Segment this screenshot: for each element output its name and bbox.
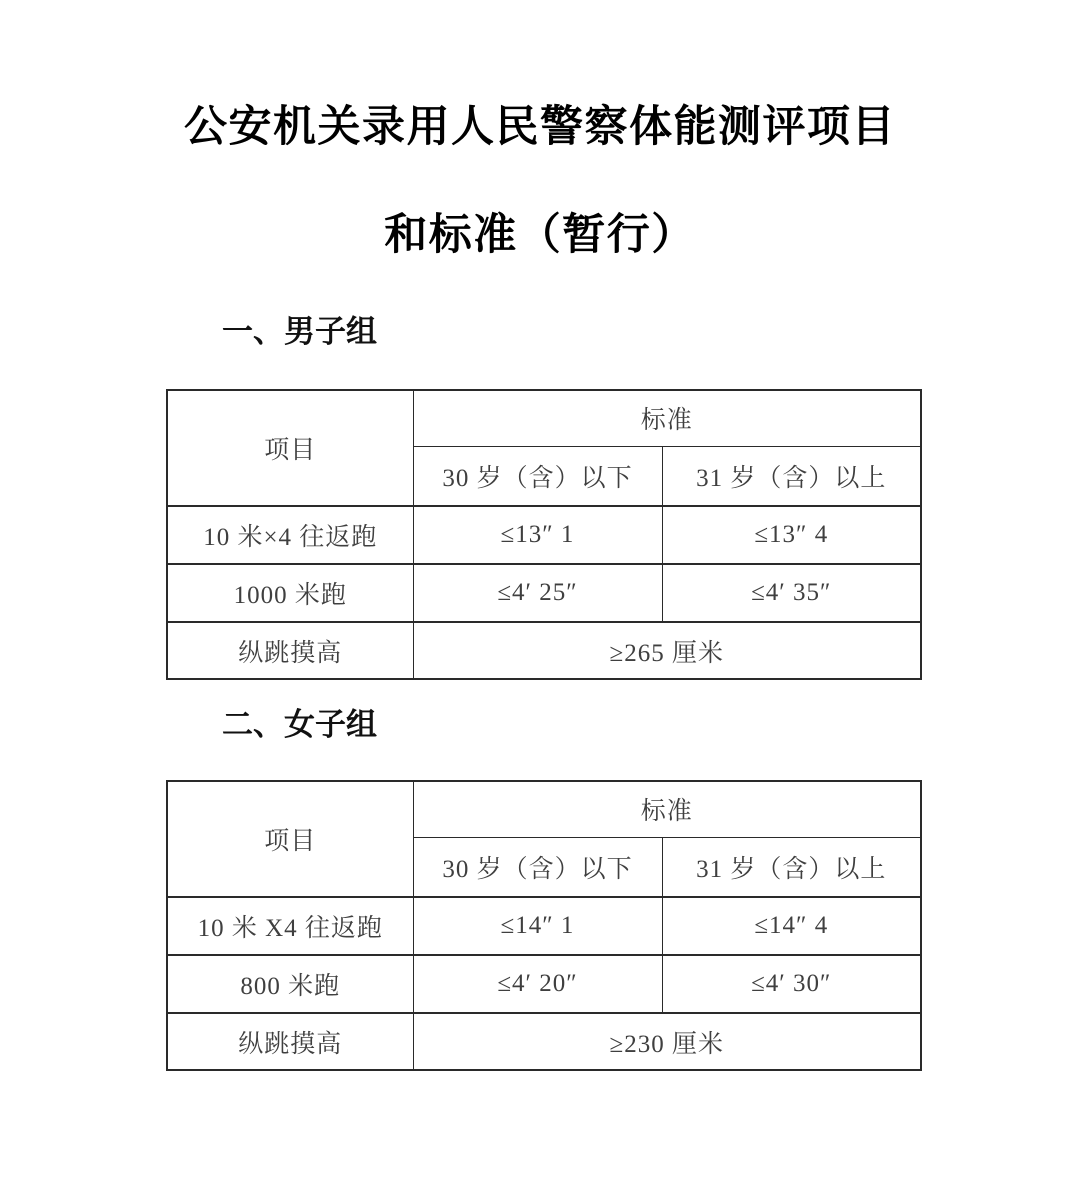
men-shuttle-run-item: 10 米×4 往返跑 [167, 506, 413, 564]
women-standards-table [166, 780, 922, 1071]
table-row [167, 506, 921, 564]
women-shuttle-run-under-30: ≤14″ 1 [413, 897, 662, 955]
men-1000m-run-under-30: ≤4′ 25″ [413, 564, 662, 622]
men-header-item: 项目 [167, 390, 413, 506]
women-header-item: 项目 [167, 781, 413, 897]
document-title-line-2: 和标准（暂行） [384, 212, 696, 259]
men-shuttle-run-under-30: ≤13″ 1 [413, 506, 662, 564]
women-vertical-jump-standard: ≥230 厘米 [413, 1013, 921, 1070]
table-row [167, 897, 921, 955]
women-800m-run-under-30: ≤4′ 20″ [413, 955, 662, 1013]
women-vertical-jump-item: 纵跳摸高 [167, 1013, 413, 1070]
men-vertical-jump-item: 纵跳摸高 [167, 622, 413, 679]
table-row [167, 622, 921, 679]
women-800m-run-over-31: ≤4′ 30″ [662, 955, 921, 1013]
table-row [167, 564, 921, 622]
men-vertical-jump-standard: ≥265 厘米 [413, 622, 921, 679]
men-1000m-run-over-31: ≤4′ 35″ [662, 564, 921, 622]
men-standards-table [166, 389, 922, 680]
men-1000m-run-item: 1000 米跑 [167, 564, 413, 622]
women-header-age-over-31: 31 岁（含）以上 [662, 837, 921, 897]
men-header-age-over-31: 31 岁（含）以上 [662, 446, 921, 506]
women-header-standard: 标准 [413, 781, 921, 837]
table-row [167, 390, 921, 446]
women-shuttle-run-item: 10 米 X4 往返跑 [167, 897, 413, 955]
women-shuttle-run-over-31: ≤14″ 4 [662, 897, 921, 955]
men-header-age-under-30: 30 岁（含）以下 [413, 446, 662, 506]
women-header-age-under-30: 30 岁（含）以下 [413, 837, 662, 897]
section-heading-men-group: 一、男子组 [222, 314, 377, 349]
table-row [167, 955, 921, 1013]
men-shuttle-run-over-31: ≤13″ 4 [662, 506, 921, 564]
men-header-standard: 标准 [413, 390, 921, 446]
table-row [167, 781, 921, 837]
document-title-line-1: 公安机关录用人民警察体能测评项目 [184, 104, 896, 151]
section-heading-women-group: 二、女子组 [222, 707, 377, 742]
table-row [167, 1013, 921, 1070]
women-800m-run-item: 800 米跑 [167, 955, 413, 1013]
